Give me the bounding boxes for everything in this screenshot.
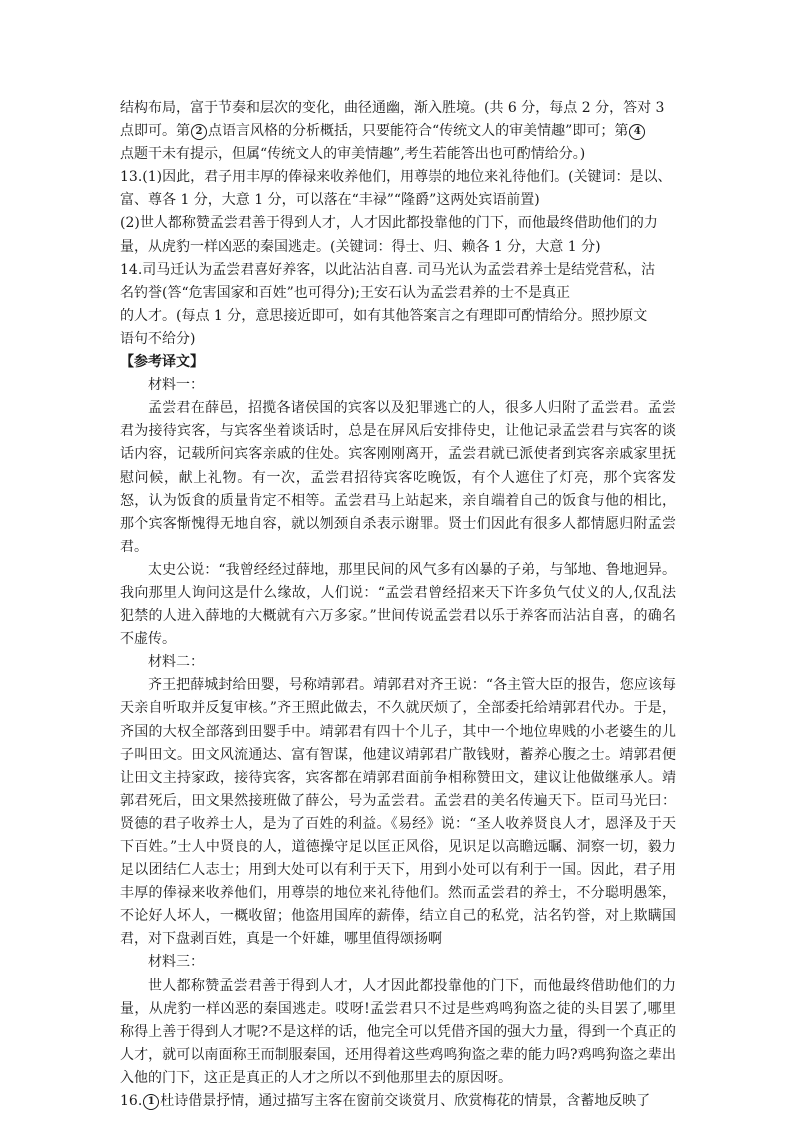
material-label: 材料一： — [148, 377, 204, 394]
answer-line: 点题干未有提示，但属“传统文人的审美情趣”,考生若能答出也可酌情给分。) — [120, 146, 586, 163]
q14-line: 14.司马迁认为孟尝君喜好养客，以此沾沾自喜. 司马光认为孟尝君养士是结党营私，沽 — [120, 261, 656, 278]
answer-line: 结构布局，富于节奏和层次的变化，曲径通幽，渐入胜境。(共 6 分，每点 2 分，答对 3 — [120, 100, 665, 116]
q16-line — [120, 1090, 676, 1113]
document-page — [120, 97, 676, 1113]
q13-line: 量，从虎豹一样凶恶的秦国逃走。(关键词：得士、归、赖各 1 分，大意 1 分) — [120, 238, 601, 255]
circled-number: 4 — [629, 124, 645, 140]
material-label: 材料二： — [148, 654, 204, 671]
q13-line: 富、尊各 1 分，大意 1 分，可以落在“丰禄”“隆爵”这两处宾语前置) — [120, 192, 540, 209]
material-label: 材料三： — [148, 954, 204, 971]
q14-line: 的人才。(每点 1 分，意思接近即可，如有其他答案言之有理即可酌情给分。照抄原文 — [120, 307, 648, 324]
circled-number: 1 — [143, 1094, 159, 1110]
material-paragraph: 世人都称赞孟尝君善于得到人才，人才因此都投靠他的门下，而他最终借助他们的力量，从虎豹一样凶恶的秦国逃走。哎呀!孟尝君只不过是些鸡鸣狗盗之徒的头目罢了,哪里称得上善于得到人才呢?不是这样的话，他完全可以凭借齐国的强大力量，得到一个真正的人才，就可以南面称王而制服秦国，还用得着这些鸡鸣狗盗之辈的能力吗?鸡鸣狗盗之辈出入他的门下，这正是真正的人才之所以不到他那里去的原因呀。 — [120, 977, 676, 1086]
q13-line: 13.(1)因此，君子用丰厚的俸禄来收养他们，用尊崇的地位来礼待他们。(关键词：是以、 — [120, 169, 672, 186]
q13-line: (2)世人都称赞孟尝君善于得到人才，人才因此都投靠他的门下，而他最终借助他们的力 — [120, 215, 658, 232]
material-paragraph: 齐王把薛城封给田婴，号称靖郭君。靖郭君对齐王说：“各主管大臣的报告，您应该每天亲自听取并反复审核。”齐王照此做去，不久就厌烦了，全部委托给靖郭君代办。于是，齐国的大权全部落到田婴手中。靖郭君有四十个儿子，其中一个地位卑贱的小老婆生的儿子叫田文。田文风流通达、富有智谋，他建议靖郭君广散钱财，蓄养心腹之士。靖郭君便让田文主持家政，接待宾客，宾客都在靖郭君面前争相称赞田文，建议让他做继承人。靖郭君死后，田文果然接班做了薛公，号为孟尝君。孟尝君的美名传遍天下。臣司马光曰：贤德的君子收养士人，是为了百姓的利益。《易经》说：“圣人收养贤良人才，恩泽及于天下百姓。”士人中贤良的人，道德操守足以匡正风俗，见识足以高瞻远瞩、洞察一切，毅力足以团结仁人志士；用到大处可以有利于天下，用到小处可以有利于一国。因此，君子用丰厚的俸禄来收养他们，用尊崇的地位来礼待他们。然而孟尝君的养士，不分聪明愚笨，不论好人坏人，一概收留；他盗用国库的薪俸，结立自己的私党，沽名钓誉，对上欺瞒国君，对下盘剥百姓，真是一个奸雄，哪里值得颂扬啊 — [120, 677, 676, 948]
answer-text: 点即可。第 — [120, 123, 190, 140]
answer-line — [120, 120, 676, 143]
q14-line: 语句不给分) — [120, 330, 196, 347]
q16-prefix: 16. — [120, 1093, 143, 1110]
translation-heading: 【参考译文】 — [120, 354, 204, 371]
q14-line: 名钓誉(答“危害国家和百姓”也可得分);王安石认为孟尝君养的士不是真正 — [120, 284, 570, 301]
material-paragraph: 太史公说：“我曾经经过薛地，那里民间的风气多有凶暴的子弟，与邹地、鲁地迥异。我向那里人询问这是什么缘故，人们说：“孟尝君曾经招来天下许多负气仗义的人,仅乱法犯禁的人进入薛地的大概就有六万多家。”世间传说孟尝君以乐于养客而沾沾自喜，的确名不虚传。 — [120, 561, 676, 648]
answer-text: 点语言风格的分析概括，只要能符合“传统文人的审美情趣”即可；第 — [208, 123, 629, 140]
material-paragraph: 孟尝君在薛邑，招揽各诸侯国的宾客以及犯罪逃亡的人，很多人归附了孟尝君。孟尝君为接待宾客，与宾客坐着谈话时，总是在屏风后安排侍史，让他记录孟尝君与宾客的谈话内容，记载所问宾客亲戚的住处。宾客刚刚离开，孟尝君就已派使者到宾客亲戚家里抚慰问候，献上礼物。有一次，孟尝君招待宾客吃晚饭，有个人遮住了灯亮，那个宾客发怒，认为饭食的质量肯定不相等。孟尝君马上站起来，亲自端着自己的饭食与他的相比，那个宾客惭愧得无地自容，就以刎颈自杀表示谢罪。贤士们因此有很多人都情愿归附孟尝君。 — [120, 400, 676, 555]
q16-text: 杜诗借景抒情，通过描写主客在窗前交谈赏月、欣赏梅花的情景，含蓄地反映了 — [160, 1093, 651, 1110]
circled-number: 2 — [191, 124, 207, 140]
